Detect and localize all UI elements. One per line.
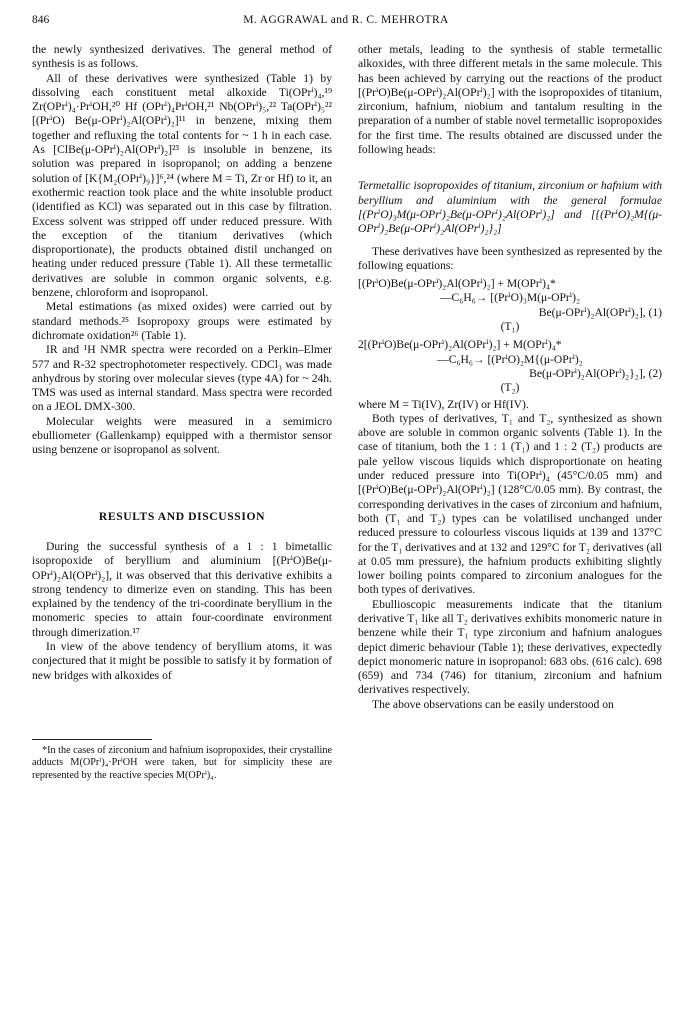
footnote: *In the cases of zirconium and hafnium isopropoxides, their crystalline adducts M(OPrⁱ)₄·PrⁱOH were taken, but for simplicity these are represented by the reactive species M(OPrⁱ)₄.	[32, 744, 332, 782]
equation-line: —C₆H₆→ [(PrⁱO)₃M(μ-OPrⁱ)₂	[439, 291, 581, 305]
equation-1	[358, 277, 662, 334]
equation-line: Be(μ-OPrⁱ)₂Al(OPrⁱ)₂], (1)	[538, 305, 662, 319]
right-column	[358, 43, 662, 712]
paragraph: the newly synthesized derivatives. The general method of synthesis is as follows.	[32, 43, 332, 71]
running-title: M. AGGRAWAL and R. C. MEHROTRA	[243, 14, 449, 26]
equation-label: (T₁)	[500, 320, 520, 334]
page-number: 846	[32, 14, 50, 26]
paragraph: IR and ¹H NMR spectra were recorded on a Perkin–Elmer 577 and R-32 spectrophotometer respectively. CDCl₃ was made anhydrous by storing over molecular sieves (type 4A) for ~ 24h. TMS was used as internal standard. Mass spectra were recorded on a JEOL DMX-300.	[32, 343, 332, 414]
paragraph: The above observations can be easily understood on	[372, 697, 614, 711]
equation-line: 2[(PrⁱO)Be(μ-OPrⁱ)₂Al(OPrⁱ)₂] + M(OPrⁱ)₄*	[358, 338, 562, 352]
equation-line: —C₆H₆→ [(PrⁱO)₂M{(μ-OPrⁱ)₂	[437, 352, 583, 366]
section-heading: RESULTS AND DISCUSSION	[98, 509, 266, 523]
paragraph: Molecular weights were measured in a semimicro ebulliometer (Gallenkamp) equipped with a thermistor sensor using benzene or isopropanol as solvent.	[32, 414, 332, 457]
paragraph: other metals, leading to the synthesis of stable termetallic alkoxides, with three different metals in the same molecule. This has been achieved by carrying out the reactions of the product [(PrⁱO)Be(μ-OPrⁱ)₂Al(OPrⁱ)₂] with the isopropoxides of titanium, zirconium, hafnium, niobium and tantalum resulting in the preparation of a number of stable novel termetallic isopropoxides for the first time. The results obtained are discussed under the following heads:	[358, 43, 662, 157]
equation-label: (T₂)	[500, 381, 520, 395]
paragraph: All of these derivatives were synthesized (Table 1) by dissolving each constituent metal alkoxide Ti(OPrⁱ)₄,¹⁹ Zr(OPrⁱ)₄·PrⁱOH,²⁰ Hf (OPrⁱ)₄PrⁱOH,²¹ Nb(OPrⁱ)₅,²² Ta(OPrⁱ)₅²² [(PrⁱO) Be(μ-OPrⁱ)₂Al(OPrⁱ)₂]¹¹ in benzene, mixing them together and refluxing the total contents for ~ 1 h in each case. As [ClBe(μ-OPrⁱ)₂Al(OPrⁱ)₂]²³ is insoluble in benzene, its solution was prepared in isopropanol; on adding a benzene solution of [K{M₂(OPrⁱ)₉}]⁶,²⁴ (where M = Ti, Zr or Hf) to it, an exothermic reaction took place and the white insoluble product (identified as KCl) was separated out in this case by filtration. Excess solvent was stripped off under reduced pressure. With the exception of the titanium derivatives (which disproportionate), the products obtained distil unchanged on heating under reduced pressure (Table 1). All these termetallic derivatives are soluble in common organic solvents, e.g. benzene, chloroform and isopropanol.	[32, 71, 332, 300]
paragraph: These derivatives have been synthesized as represented by the following equations:	[358, 244, 662, 272]
subsection-heading: Termetallic isopropoxides of titanium, zirconium or hafnium with beryllium and aluminium with the general formulae [(PrⁱO)₃M(μ-OPrⁱ)₂Be(μ-OPrⁱ)₂Al(OPrⁱ)₂] and [{(PrⁱO)₂M{(μ-OPrⁱ)₂Be(μ-OPrⁱ)₂Al(OPrⁱ)₂}₂]	[358, 179, 662, 236]
equation-line: Be(μ-OPrⁱ)₂Al(OPrⁱ)₂}₂], (2)	[529, 366, 662, 380]
paragraph: Ebullioscopic measurements indicate that the titanium derivative T₁ like all T₂ derivatives exhibits monomeric nature in benzene while their T₁ type zirconium and hafnium analogues depict dimeric behaviour (Table 1); these derivatives, expectedly depict monomeric nature in isopropanol: 683 obs. (616 calc). 698 (659) and 734 (746) for titanium, zirconium and hafnium derivatives respectively.	[358, 597, 662, 697]
footnote-rule	[32, 739, 152, 740]
paragraph: In view of the above tendency of beryllium atoms, it was conjectured that it might be possible to satisfy it by formation of new bridges with alkoxides of	[32, 639, 332, 682]
equation-2	[358, 338, 662, 395]
paragraph: Both types of derivatives, T₁ and T₂, synthesized as shown above are soluble in common organic solvents (Table 1). In the case of titanium, both the 1 : 1 (T₁) and 1 : 2 (T₂) products are pale yellow viscous liquids which disproportionate on heating under reduced pressure into Ti(OPrⁱ)₄ (45°C/0.05 mm) and [(PrⁱO)Be(μ-OPrⁱ)₂Al(OPrⁱ)₂] (128°C/0.05 mm). By contrast, the corresponding derivatives in the cases of zirconium and hafnium, both (T₁ and T₂) types can be volatilised unchanged under reduced pressure to colourless viscous liquids at 139 and 137°C for the T₁ derivatives and at 132 and 129°C for T₂ derivatives (all at 0.05 mm pressure), the hafnium products exhibiting slightly lower boiling points compared to zirconium analogues for the both types of derivatives.	[358, 411, 662, 597]
paragraph: During the successful synthesis of a 1 : 1 bimetallic isopropoxide of beryllium and aluminium [(PrⁱO)Be(μ-OPrⁱ)₂Al(OPrⁱ)₂], it was observed that this derivative exhibits a strong tendency to dimerize even on standing. This has been explained by the tendency of the tri-coordinate beryllium in the monomeric species to attain four-coordinate environment through dimerization.¹⁷	[32, 539, 332, 639]
equation-line: [(PrⁱO)Be(μ-OPrⁱ)₂Al(OPrⁱ)₂] + M(OPrⁱ)₄*	[358, 277, 556, 291]
page-header	[32, 14, 660, 30]
paragraph: Metal estimations (as mixed oxides) were carried out by standard methods.²⁵ Isopropoxy groups were estimated by dichromate oxidation²⁶ (Table 1).	[32, 300, 332, 342]
paragraph: where M = Ti(IV), Zr(IV) or Hf(IV).	[358, 397, 529, 411]
left-column	[32, 43, 332, 783]
